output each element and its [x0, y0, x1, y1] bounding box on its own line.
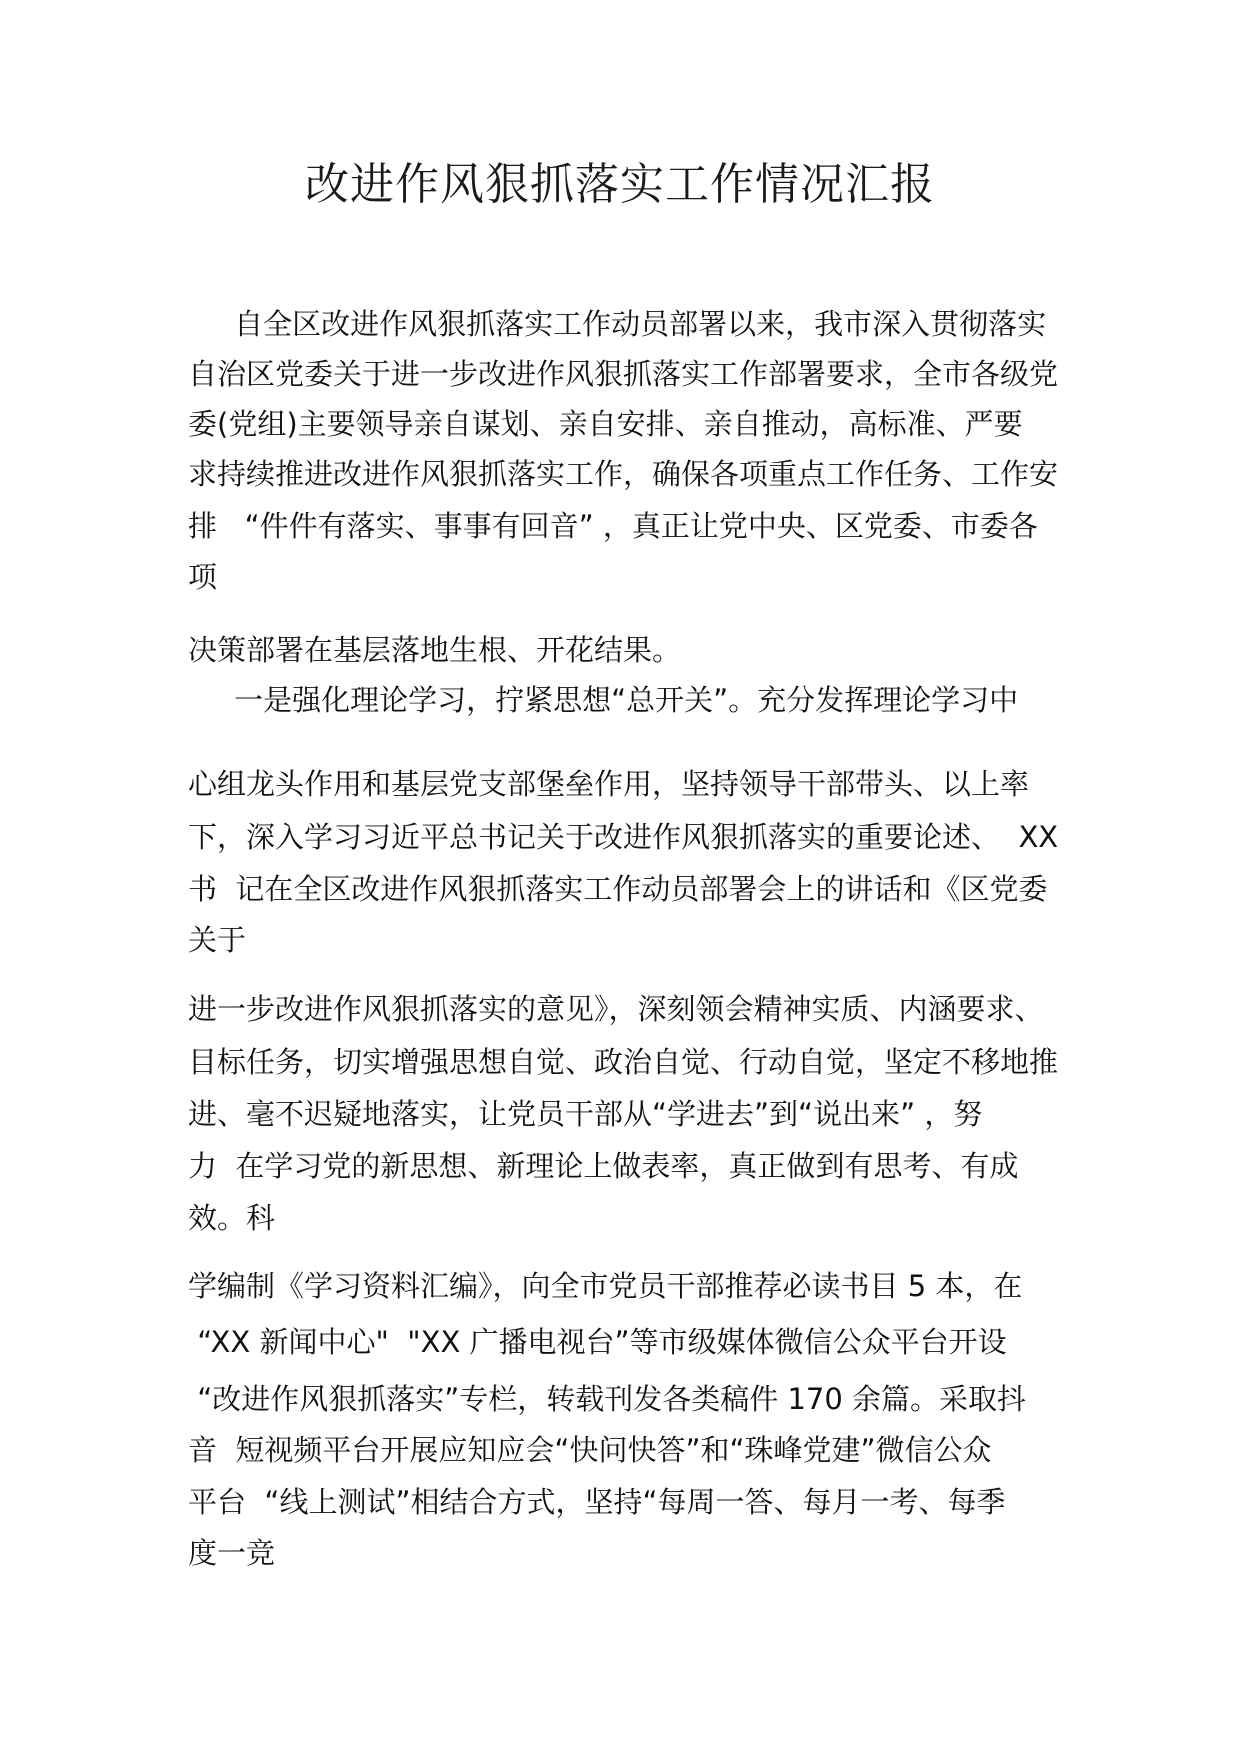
paragraph-line: 进一步改进作风狠抓落实的意见》，深刻领会精神实质、内涵要求、 — [188, 992, 1044, 1026]
paragraph-line: 下，深入学习习近平总书记关于改进作风狠抓落实的重要论述、 XX — [188, 820, 1059, 854]
paragraph-line: 排 “件件有落实、事事有回音” ，真正让党中央、区党委、市委各 — [188, 509, 1038, 543]
paragraph-line: 求持续推进改进作风狠抓落实工作，确保各项重点工作任务、工作安 — [188, 457, 1059, 491]
paragraph-line: 书 记在全区改进作风狠抓落实工作动员部署会上的讲话和《区党委 — [188, 872, 1048, 906]
paragraph-line: 项 — [188, 560, 218, 594]
paragraph-line: 自治区党委关于进一步改进作风狠抓落实工作部署要求，全市各级党 — [188, 357, 1059, 391]
paragraph-line: 心组龙头作用和基层党支部堡垒作用，坚持领导干部带头、以上率 — [188, 767, 1030, 801]
paragraph-line: 委(党组)主要领导亲自谋划、亲自安排、亲自推动，高标准、严要 — [188, 407, 1023, 441]
paragraph-line: 学编制《学习资料汇编》，向全市党员干部推荐必读书目 5 本，在 — [188, 1269, 1023, 1303]
paragraph-line: “改进作风狠抓落实”专栏，转载刊发各类稿件 170 余篇。采取抖 — [188, 1382, 1027, 1416]
paragraph-line: “XX 新闻中心" "XX 广播电视台”等市级媒体微信公众平台开设 — [188, 1325, 1007, 1359]
paragraph-line: 关于 — [188, 923, 247, 957]
paragraph-line: 进、毫不迟疑地落实，让党员干部从“学进去”到“说出来” ，努 — [188, 1097, 983, 1131]
paragraph-line: 自全区改进作风狠抓落实工作动员部署以来，我市深入贯彻落实 — [188, 307, 1047, 341]
paragraph-line: 决策部署在基层落地生根、开花结果。 — [188, 633, 682, 667]
paragraph-line: 平台 “线上测试”相结合方式，坚持“每周一答、每月一考、每季 — [188, 1485, 1006, 1519]
paragraph-line: 音 短视频平台开展应知应会“快问快答”和“珠峰党建”微信公众 — [188, 1433, 992, 1467]
paragraph-line: 一是强化理论学习，拧紧思想“总开关”。充分发挥理论学习中 — [188, 683, 1019, 717]
paragraph-line: 力 在学习党的新思想、新理论上做表率，真正做到有思考、有成 — [188, 1149, 1019, 1183]
paragraph-line: 效。科 — [188, 1201, 276, 1235]
document-title: 改进作风狠抓落实工作情况汇报 — [305, 159, 935, 210]
paragraph-line: 度一竞 — [188, 1536, 276, 1570]
paragraph-line: 目标任务，切实增强思想自觉、政治自觉、行动自觉，坚定不移地推 — [188, 1045, 1059, 1079]
